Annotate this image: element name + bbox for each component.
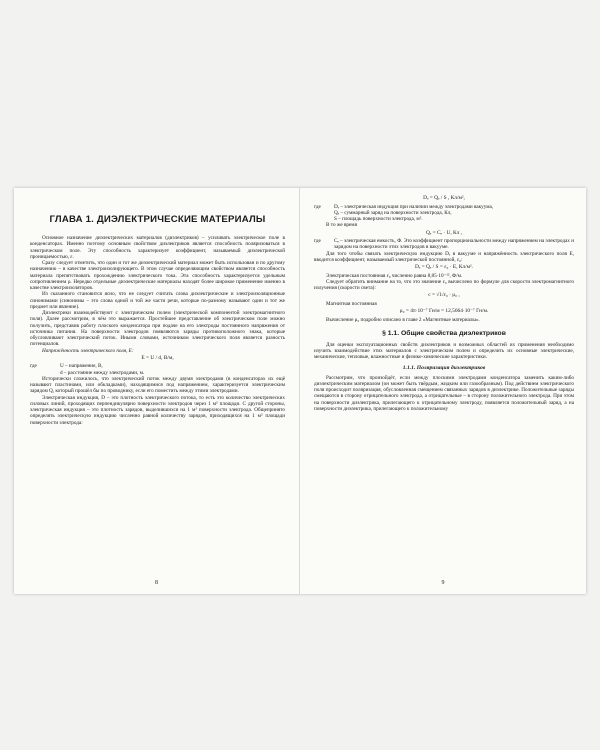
magnetic-const-label: Магнитная постоянная — [326, 300, 377, 307]
formula-c: c = √1/ε₀ · μ₀ , — [428, 292, 460, 299]
book-spread — [14, 188, 586, 594]
page-number: 8 — [155, 580, 158, 586]
where-qe: Qₑ – суммарный заряд на поверхности электрода, Кл, — [334, 209, 452, 216]
paragraph: Следует обратить внимание на то, что это значение ε₀ вычислено по формуле для скорости электромагнитного излучения (скорости света): — [314, 278, 574, 291]
paragraph: Сразу следует отметить, что один и тот же диэлектрический материал может быть использован и по другому назначению – в качестве электроизолирующего. В этом случае определяющим свойством является способность материала препятствовать прохождению электрического тока. Эта способность характеризуется удельным сопротивлением ρ. Нередко отдельные диэлектрические материалы находят более широкое применение именно в качестве электроизоляторов. — [30, 260, 285, 291]
page-number: 9 — [441, 580, 445, 586]
eps-value-text: Электрическая постоянная ε₀ численно равна 8,85·10⁻¹², Ф/м. — [326, 272, 463, 279]
where-label: где — [314, 203, 321, 210]
paragraph: Основное назначение диэлектрических материалов (диэлектриков) – усиливать электрическое поле в конденсаторах. Именно поэтому основным свойством диэлектриков является способность поляризоваться в электрическом поле. Эту способность характеризует коэффициент, называемый диэлектрической проницаемостью, ε. — [30, 235, 285, 260]
where-label: где — [314, 238, 321, 244]
where-label: где — [30, 363, 37, 370]
formula-d: Dₑ = Qₑ / S , Кл/м², — [423, 195, 465, 201]
section-title: § 1.1. Общие свойства диэлектриков — [382, 329, 506, 337]
subsection-title: 1.1.1. Поляризация диэлектриков — [402, 364, 486, 371]
formula-eps: Dₑ = Qₑ / S = ε₀ · E, Кл/м². — [415, 264, 473, 270]
where-block — [30, 363, 285, 369]
where-d: d – расстояние между электродами, м. — [60, 369, 145, 376]
same-time-text: В то же время — [326, 222, 357, 229]
right-page — [300, 188, 586, 594]
formula-mu: μ₀ = 4π·10⁻⁷ Гн/м = 12,5664·10⁻⁷ Гн/м. — [399, 308, 489, 314]
paragraph: Для того чтобы связать электрическую индукцию Dₑ в вакууме и напряжённость электрического поля E, вводится коэффициент, называемый электрической постоянной, ε₀: — [314, 250, 574, 263]
left-page — [14, 188, 300, 594]
paragraph: Электрическая индукция, D – это плотность электрического потока, то есть это количество электрических силовых линий, проходящих перпендикулярно поверхности электродов через 1 м² площади. С другой стороны, электрическая индукция – это плотность зарядов, выделившихся на 1 м² поверхности электрода. Общепринято определять электрическую индукцию численно равной количеству зарядов, приходящихся на 1 м² площади поверхности электрода: — [30, 394, 285, 426]
paragraph: Для оценки эксплуатационных свойств диэлектриков и возможных областей их применения необходимо изучить взаимодействие этих материалов с электрическим полем и определить их основные электрические, механические, тепловые, влажностные и физико-химические характеристики. — [314, 341, 574, 361]
where-block — [314, 238, 574, 251]
where-u: U – напряжение, В, — [60, 363, 103, 370]
formula-q: Qₑ = Cₑ · U, Кл , — [425, 229, 463, 236]
where-ce: Cₑ – электрическая емкость, Ф. Это коэффициент пропорциональности между напряжением на электродах и зарядом на поверхности этих электродов в вакууме. — [334, 238, 574, 251]
chapter-title: ГЛАВА 1. ДИЭЛЕКТРИЧЕСКИЕ МАТЕРИАЛЫ — [49, 214, 266, 225]
where-block — [314, 204, 574, 210]
field-strength-intro: Напряжённость электрического поля, E: — [42, 347, 134, 354]
where-s: S – площадь поверхности электрода, м². — [334, 216, 423, 222]
paragraph: Исторически сложилось, что электрический поток между двумя электродами (в конденсаторах их ещё называют пластинами, или обкладками), находящимися под напряжением, характеризуется электрическим зарядом Q, который прошёл бы по проводнику, если его поместить между этими электродами. — [30, 375, 285, 395]
paragraph: Рассмотрим, что произойдёт, если между плоскими электродами конденсатора заменить каким-либо диэлектрическим материалом (он может быть твёрдым, жидким или газообразным). Под действием электрического поля происходит поляризация, обусловленная смещением связанных зарядов в диэлектрике. Положительные заряды смещаются в сторону отрицательного электрода, а отрицательные – в сторону положительного электрода. При этом на поверхности диэлектрика, прилегающего к отрицательному электроду, появляется положительный заряд, а на поверхности диэлектрика, прилегающего к положительному — [314, 374, 574, 412]
formula-e: E = U / d, В/м, — [141, 354, 174, 361]
paragraph: Диэлектрики взаимодействуют с электрическим полем (электрической компонентой электромагнитного поля). Далее рассмотрим, в чём это выражается. Простейшее представление об электрическом поле можно получить, представив работу плоского конденсатора при подаче на его электроды постоянного напряжения от источника питания. На поверхности электродов появляются заряды противоположного знака, которые обусловливают электрический поток. Иными словами, источником электрического поля является разность потенциалов. — [30, 310, 285, 348]
mu-note: Вычисление μ₀ подробно описано в главе 2 «Магнитные материалы». — [326, 316, 480, 323]
where-de: Dₑ – электрическая индукция при наличии между электродами вакуума, — [334, 203, 494, 210]
paragraph: Из сказанного становится ясно, что не следует считать слова диэлектрические и электроизоляционные синонимами (синонимы – это слова одной и той же части речи, которые по-разному называют один и тот же предмет или явление). — [30, 291, 285, 310]
